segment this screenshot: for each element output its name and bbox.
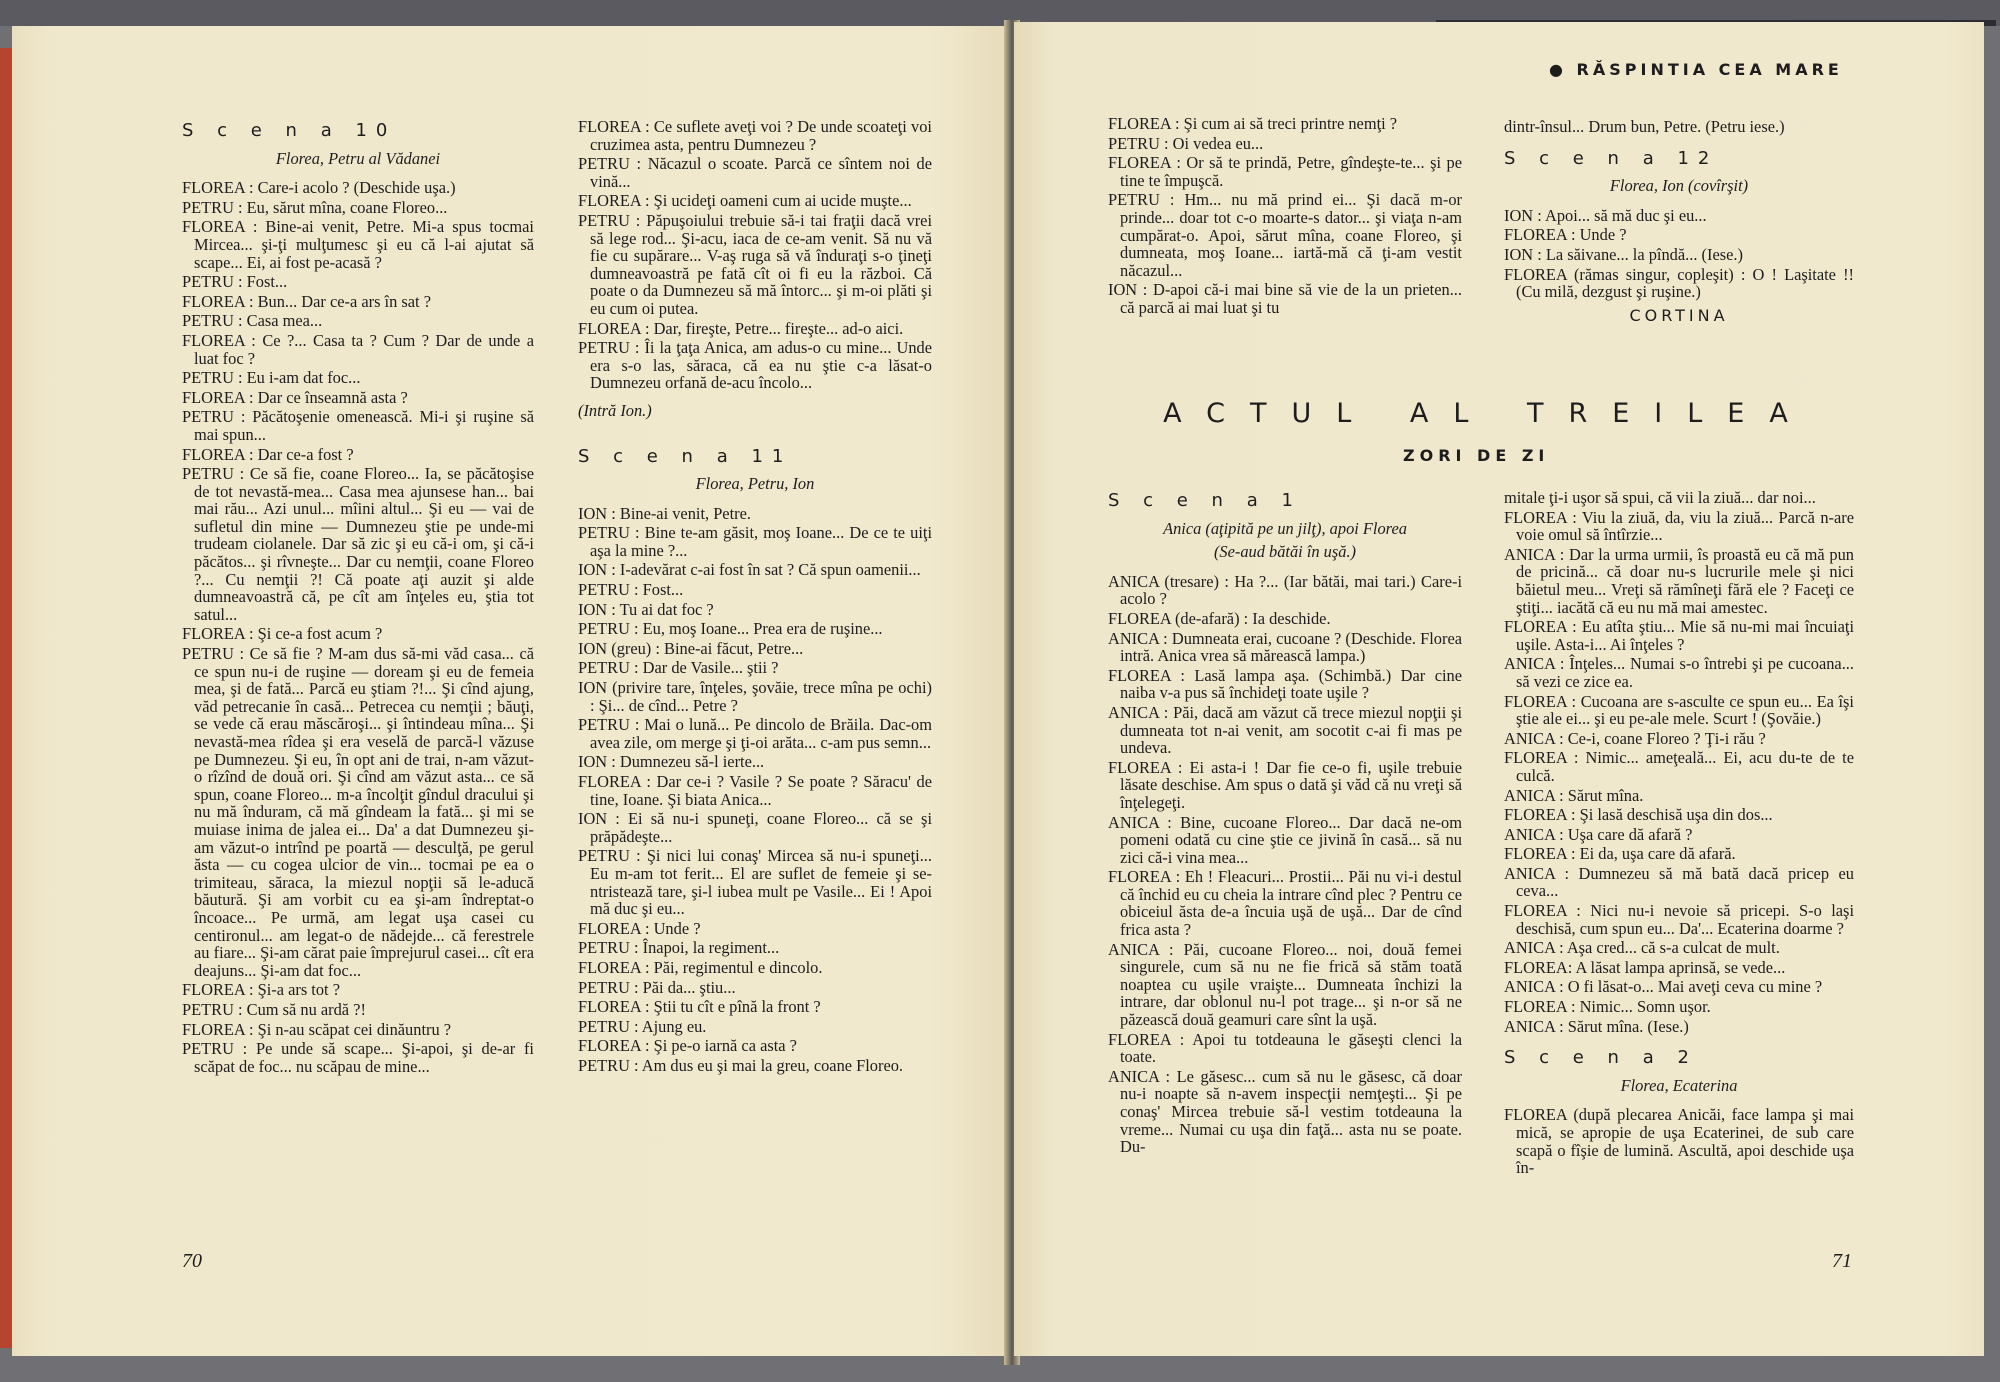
right-page bbox=[1014, 22, 1984, 1356]
dialogue-list bbox=[1108, 573, 1462, 1156]
left-column-2 bbox=[578, 118, 932, 1077]
dialogue-line: FLOREA (după plecarea Anicăi, face lampa şi mai mică, se apropie de uşa Ecaterinei, de sub care scapă o fîşie de lumină. Ascultă, apoi deschide uşa în- bbox=[1504, 1105, 1854, 1178]
dialogue-line: FLOREA : Ce suflete aveţi voi ? De unde scoateţi voi cruzimea asta, pentru Dumnezeu ? bbox=[578, 117, 932, 154]
dialogue-line: FLOREA : Nimic... ameţeală... Ei, acu du-te de te culcă. bbox=[1504, 748, 1854, 785]
dialogue-line: FLOREA : Dar ce înseamnă asta ? bbox=[182, 387, 408, 407]
dialogue-line: ANICA (tresare) : Ha ?... (Iar bătăi, mai tari.) Care-i acolo ? bbox=[1108, 571, 1462, 609]
dialogue-line: FLOREA : Şi cum ai să treci printre nemţi ? bbox=[1108, 114, 1398, 133]
dialogue-line: FLOREA : Bine-ai venit, Petre. Mi-a spus tocmai Mircea... şi-ţi mulţumesc şi eu că l-ai ajutat să scape... Ei, ai fost pe-acasă ? bbox=[182, 217, 534, 272]
scene-heading: S c e n a 10 bbox=[182, 120, 397, 141]
dialogue-line: PETRU : Mai o lună... Pe dincolo de Brăila. Dac-om avea zile, om merge şi ţi-oi arăta... c-am pus semn... bbox=[578, 715, 932, 752]
stage-direction: (Se-aud bătăi în uşă.) bbox=[1213, 542, 1357, 562]
scene-heading: S c e n a 2 bbox=[1504, 1047, 1698, 1069]
act-subtitle: ZORI DE ZI bbox=[1403, 446, 1550, 465]
dialogue-line: ANICA : Sărut mîna. (Iese.) bbox=[1504, 1016, 1689, 1036]
scene-cast: Florea, Ecaterina bbox=[1620, 1075, 1738, 1095]
dialogue-line: FLOREA : Dar ce-a fost ? bbox=[182, 444, 354, 464]
dialogue-line: FLOREA (de-afară) : Ia deschide. bbox=[1108, 608, 1331, 628]
dialogue-line: ION (privire tare, înţeles, şovăie, trece mîna pe ochi) : Şi... de cînd... Petre ? bbox=[578, 678, 932, 715]
scene-heading: S c e n a 12 bbox=[1504, 147, 1719, 169]
dialogue-line: FLOREA : Păi, regimentul e dincolo. bbox=[578, 957, 823, 977]
dialogue-line: ANICA : Păi, dacă am văzut că trece miezul nopţii şi dumneata tot n-ai venit, am socotit c-ai fi mas pe undeva. bbox=[1108, 702, 1462, 758]
dialogue-line: PETRU : Ce să fie ? M-am dus să-mi văd casa... că ce spun nu-i de ruşine — doream şi eu de femeia mea, şi de fată... Parcă eu ştiam ?!... Şi cînd ajung, văd petrecanie în casă... Petrecea cu nemţii ; băuţi, se vede că erau măscăroşi... şi întindeau mîna... Şi nevastă-mea rîdea şi era veselă de parcă-l văzuse pe Dumnezeu. Şi eu, în opt ani de trai, n-am văzut-o rîzînd de două ori. Şi cînd am văzut asta... ce să spun, coane Floreo... m-a încolţit gîndul dracului şi nu mă înduram, că mă gîndeam la fată... şi mi se muiase inima de jalea ei... Da' a dat Dumnezeu şi-am văzut-o intrînd pe poartă — desculţă, pe gerul ăsta — cu cogea ulcior de vin... tocmai pe ea o trimiteau, săraca, la miezul nopţii să le-aducă băutură. Şi am vorbit cu ea şi-am îndreptat-o încoace... Pe urmă, am legat uşa casei cu centironul... am legat-o de nădejde... că ferestrele au fiare... Şi-am cărat paie împrejurul casei... cît era deajuns... Şi-am dat foc... bbox=[182, 644, 534, 980]
dialogue-line: PETRU : Păi da... ştiu... bbox=[578, 977, 736, 997]
dialogue-line: FLOREA : Apoi tu totdeauna le găseşti clenci la toate. bbox=[1108, 1029, 1462, 1067]
dialogue-line: ANICA : O fi lăsat-o... Mai aveţi ceva cu mine ? bbox=[1504, 977, 1823, 997]
dialogue-line: FLOREA : Ce ?... Casa ta ? Cum ? Dar de unde a luat foc ? bbox=[182, 330, 534, 368]
dialogue-line: FLOREA : Cucoana are s-asculte ce spun eu... Ea îşi ştie ale ei... şi eu pe-ale mele. Scurt ! (Şovăie.) bbox=[1504, 691, 1854, 729]
dialogue-line: FLOREA : Dar, fireşte, Petre... fireşte... ad-o aici. bbox=[578, 318, 904, 338]
dialogue-line: ANICA : Sărut mîna. bbox=[1504, 785, 1644, 805]
dialogue-line: PETRU : Pe unde să scape... Şi-apoi, şi de-ar fi scăpat de foc... nu scăpau de mine... bbox=[182, 1039, 534, 1076]
dialogue-list bbox=[1504, 207, 1854, 301]
dialogue-line: PETRU : Ajung eu. bbox=[578, 1016, 707, 1036]
dialogue-line: FLOREA : Care-i acolo ? (Deschide uşa.) bbox=[182, 178, 456, 198]
dialogue-line: FLOREA : Şi lasă deschisă uşa din dos... bbox=[1504, 805, 1773, 825]
dialogue-list bbox=[1504, 489, 1854, 1035]
dialogue-line: FLOREA: A lăsat lampa aprinsă, se vede... bbox=[1504, 957, 1786, 977]
dialogue-line: FLOREA : Eu atîta ştiu... Mie să nu-mi mai încuiaţi uşile. Asta-i... Ai înţeles ? bbox=[1504, 617, 1854, 654]
curtain-text: CORTINA bbox=[1629, 305, 1729, 325]
scene-cast: Anica (aţipită pe un jilţ), apoi Florea bbox=[1163, 518, 1407, 538]
dialogue-line: PETRU : Păpuşoiului trebuie să-i tai fraţii dacă vrei să lege rod... Şi-acu, iaca de ce-am venit. Să nu vă fie cu supărare... V-aş ruga să vă înduraţi s-o ţineţi dumneavoastră pe fată cît oi fi eu la război. Că poate o da Dumnezeu să mă întorc... şi m-oi plăti şi eu cum oi putea. bbox=[578, 210, 932, 318]
dialogue-line: FLOREA : Şi-a ars tot ? bbox=[182, 980, 340, 1000]
dialogue-line: ANICA : Păi, cucoane Floreo... noi, două femei singurele, cum să nu ne fie frică să stăm toată noaptea cu uşile vraişte... Dumneata închizi la intrare, dar oblonul nu-l pot trage... şi n-or să ne păzească două geamuri care sînt la uşă. bbox=[1108, 939, 1462, 1030]
scene-cast: Florea, Petru, Ion bbox=[695, 474, 815, 494]
dialogue-line: PETRU : Fost... bbox=[578, 580, 684, 600]
dialogue-line: PETRU : Eu, moş Ioane... Prea era de ruşine... bbox=[578, 619, 883, 639]
running-head: ● RĂSPINTIA CEA MARE bbox=[1549, 60, 1843, 79]
act-title: ACTUL AL TREILEA bbox=[1163, 398, 1813, 429]
left-column-1 bbox=[182, 114, 534, 1077]
scene-heading: S c e n a 11 bbox=[578, 445, 793, 467]
dialogue-line: PETRU : Fost... bbox=[182, 272, 288, 292]
scene-heading: S c e n a 1 bbox=[1108, 490, 1302, 511]
scene-cast: Florea, Petru al Vădanei bbox=[275, 148, 441, 168]
dialogue-line: FLOREA : Eh ! Fleacuri... Prostii... Păi nu vi-i destul că închid eu cu cheia la intrare cînd plec ? Pentru ce obiceiul ăsta de-a încuia uşă de uşă... Dar de cînd frica asta ? bbox=[1108, 867, 1462, 940]
dialogue-line: FLOREA : Unde ? bbox=[1504, 225, 1627, 245]
dialogue-line: PETRU : Cum să nu ardă ?! bbox=[182, 999, 366, 1019]
dialogue-line: PETRU : Năcazul o scoate. Parcă ce sîntem noi de vină... bbox=[578, 154, 932, 191]
dialogue-line: ANICA : Aşa cred... că s-a culcat de mult. bbox=[1504, 938, 1780, 958]
dialogue-list bbox=[578, 118, 932, 392]
page-number: 70 bbox=[182, 1250, 202, 1272]
page-number: 71 bbox=[1832, 1250, 1852, 1272]
dialogue-line: dintr-însul... Drum bun, Petre. (Petru iese.) bbox=[1504, 117, 1785, 136]
dialogue-line: FLOREA : Bun... Dar ce-a ars în sat ? bbox=[182, 291, 431, 311]
dialogue-line: ION : Dumnezeu să-l ierte... bbox=[578, 752, 765, 772]
dialogue-line: FLOREA (rămas singur, copleşit) : O ! Laşitate !! (Cu milă, dezgust şi ruşine.) bbox=[1504, 264, 1854, 302]
dialogue-line: FLOREA : Lasă lampa aşa. (Schimbă.) Dar cine naiba v-a pus să închideţi toate uşile ? bbox=[1108, 665, 1462, 703]
dialogue-line: PETRU : Păcătoşenie omenească. Mi-i şi ruşine să mai spun... bbox=[182, 407, 534, 444]
dialogue-list bbox=[578, 505, 932, 1075]
dialogue-line: PETRU : Dar de Vasile... ştii ? bbox=[578, 658, 779, 678]
dialogue-line: FLOREA : Viu la ziuă, da, viu la ziuă... Parcă n-are voie omul să întîrzie... bbox=[1504, 507, 1854, 545]
dialogue-line: ION : I-adevărat c-ai fost în sat ? Că spun oamenii... bbox=[578, 560, 921, 580]
dialogue-line: FLOREA : Unde ? bbox=[578, 918, 701, 938]
dialogue-line: ANICA : Dumnezeu să mă bată dacă pricep eu ceva... bbox=[1504, 863, 1854, 901]
dialogue-line: FLOREA : Ştii tu cît e pînă la front ? bbox=[578, 997, 821, 1017]
dialogue-line: ION : Bine-ai venit, Petre. bbox=[578, 503, 751, 523]
dialogue-line: FLOREA : Nimic... Somn uşor. bbox=[1504, 997, 1711, 1017]
dialogue-line: ANICA : Înţeles... Numai s-o întrebi şi pe cucoana... să vezi ce zice ea. bbox=[1504, 654, 1854, 691]
dialogue-line: FLOREA : Şi pe-o iarnă ca asta ? bbox=[578, 1036, 797, 1056]
dialogue-line: ION : D-apoi că-i mai bine să vie de la un prieten... că parcă ai mai luat şi tu bbox=[1108, 280, 1462, 317]
dialogue-line: PETRU : Casa mea... bbox=[182, 311, 323, 331]
dialogue-line: PETRU : Ce să fie, coane Floreo... Ia, se păcătoşise de tot nevastă-mea... Casa mea ajunsese han... bai mai rău... Azi unul... mîini altul... Şi eu — vai de sufletul din mine — Dumnezeu ştie pe unde-mi trudeam ciolanele. Dar să zic şi eu că-i om, şi că-i păcătos... şi rîvneşte... Dar cu nemţii, coane Floreo ?... Cu nemţii ?! Că poate aţi auzit şi alde dumneavoastră că, pe cît am înţeles eu, ştia tot satul... bbox=[182, 464, 534, 624]
left-page bbox=[12, 26, 1012, 1356]
right-column-1 bbox=[1108, 115, 1462, 319]
dialogue-list bbox=[182, 179, 534, 1075]
dialogue-list bbox=[1504, 118, 1854, 136]
dialogue-line: ANICA : Dumneata erai, cucoane ? (Deschide. Florea intră. Anica vrea să mărească lampa.) bbox=[1108, 628, 1462, 666]
dialogue-line: ANICA : Bine, cucoane Floreo... Dar dacă ne-om pomeni odată cu cine ştie ce jivină în casă... să nu zici că-i vina mea... bbox=[1108, 812, 1462, 867]
dialogue-line: PETRU : Hm... nu mă prind ei... Şi dacă m-or prinde... doar tot c-o moarte-s dator... şi viaţa n-am cumpărat-o. Apoi, sărut mîna, coane Floreo, şi dumneata, moş Ioane... iartă-mă că ţi-am vestit năcazul... bbox=[1108, 190, 1462, 280]
scene-cast: Florea, Ion (covîrşit) bbox=[1609, 176, 1749, 196]
dialogue-line: ION : Ei să nu-i spuneţi, coane Floreo... că se şi prăpădeşte... bbox=[578, 809, 932, 846]
dialogue-line: FLOREA : Ei da, uşa care dă afară. bbox=[1504, 844, 1736, 864]
dialogue-line: ION : La săivane... la pîndă... (Iese.) bbox=[1504, 244, 1743, 264]
dialogue-line: ANICA : Le găsesc... cum să nu le găsesc, că doar nu-i noapte să n-avem inspecţii nemţeşti... Şi pe conaş' Mircea trebuie să-l vestim totdeauna la vreme... Numai cu uşa din faţă... asta nu se poate. Du- bbox=[1108, 1066, 1462, 1157]
dialogue-line: ION : Tu ai dat foc ? bbox=[578, 599, 714, 619]
dialogue-line: PETRU : Bine te-am găsit, moş Ioane... De ce te uiţi aşa la mine ?... bbox=[578, 523, 932, 560]
dialogue-line: ANICA : Uşa care dă afară ? bbox=[1504, 824, 1693, 844]
dialogue-line: PETRU : Îi la ţaţa Anica, am adus-o cu mine... Unde era s-o las, săraca, că ea nu ştie c-a lăsat-o Dumnezeu orfană de-acu încolo... bbox=[578, 338, 932, 393]
dialogue-line: PETRU : Şi nici lui conaş' Mircea să nu-i spuneţi... Eu m-am tot ferit... El are suflet de femeie şi se-ntristează tare, şi-l iubea mult pe Vasile... Ei ! Apoi mă duc şi eu... bbox=[578, 846, 932, 919]
stage-direction: (Intră Ion.) bbox=[578, 400, 652, 420]
dialogue-line: FLOREA : Dar ce-i ? Vasile ? Se poate ? Săracu' de tine, Ioane. Şi biata Anica... bbox=[578, 772, 932, 809]
dialogue-line: PETRU : Eu i-am dat foc... bbox=[182, 368, 361, 388]
dialogue-line: FLOREA : Şi ce-a fost acum ? bbox=[182, 624, 383, 644]
right-column-3 bbox=[1108, 484, 1462, 1158]
dialogue-line: FLOREA : Nici nu-i nevoie să pricepi. S-o laşi deschisă, cum spun eu... Da'... Ecaterina doarme ? bbox=[1504, 901, 1854, 938]
dialogue-line: FLOREA : Şi ucideţi oameni cum ai ucide muşte... bbox=[578, 191, 912, 211]
dialogue-line: ANICA : Dar la urma urmii, îs proastă eu că mă pun de pricină... că doar nu-s lucrurile mele şi nici băietul meu... Vreţi să rămîneţi fără ele ? Faceţi ce ştiţi... iacătă că eu nu mă mai amestec. bbox=[1504, 544, 1854, 617]
dialogue-line: ION : Apoi... să mă duc şi eu... bbox=[1504, 205, 1707, 225]
dialogue-line: PETRU : Înapoi, la regiment... bbox=[578, 938, 780, 958]
dialogue-line: FLOREA : Ei asta-i ! Dar fie ce-o fi, uşile trebuie lăsate deschise. Am spus o dată şi văd că nu vreţi să înţelegeţi. bbox=[1108, 757, 1462, 812]
right-column-2 bbox=[1504, 118, 1854, 324]
dialogue-line: PETRU : Eu, sărut mîna, coane Floreo... bbox=[182, 197, 448, 217]
dialogue-line: ANICA : Ce-i, coane Floreo ? Ţi-i rău ? bbox=[1504, 728, 1766, 748]
dialogue-line: PETRU : Am dus eu şi mai la greu, coane Floreo. bbox=[578, 1055, 904, 1075]
dialogue-line: mitale ţi-i uşor să spui, că vii la ziuă... dar noi... bbox=[1504, 488, 1816, 507]
dialogue-line: FLOREA : Şi n-au scăpat cei dinăuntru ? bbox=[182, 1019, 452, 1039]
dialogue-list bbox=[1108, 115, 1462, 317]
dialogue-line: FLOREA : Or să te prindă, Petre, gîndeşte-te... şi pe tine te împuşcă. bbox=[1108, 153, 1462, 190]
right-column-4 bbox=[1504, 489, 1854, 1177]
dialogue-line: PETRU : Oi vedea eu... bbox=[1108, 133, 1264, 153]
dialogue-line: ION (greu) : Bine-ai făcut, Petre... bbox=[578, 638, 804, 658]
